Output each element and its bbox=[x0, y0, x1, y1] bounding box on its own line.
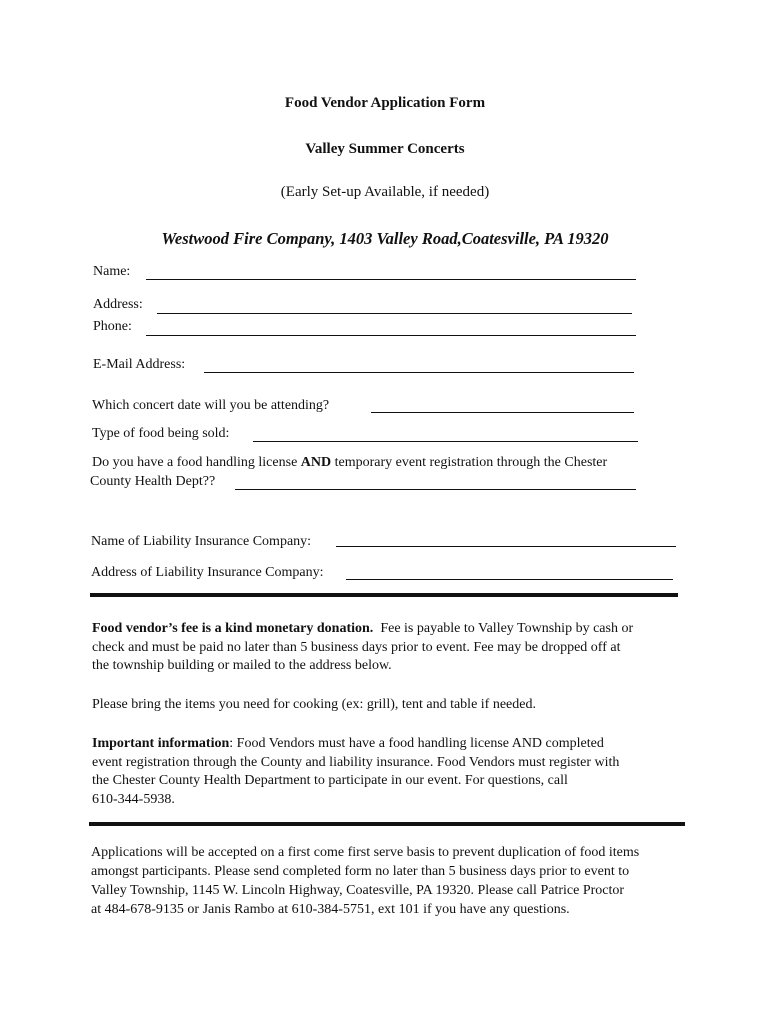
phone-field[interactable] bbox=[146, 335, 636, 336]
phone-label: Phone: bbox=[93, 319, 132, 334]
applications-text-line3: Valley Township, 1145 W. Lincoln Highway, Coatesville, PA 19320. Please call Patrice Proctor bbox=[91, 883, 625, 898]
license-question-line2: County Health Dept?? bbox=[90, 474, 216, 489]
setup-note: (Early Set-up Available, if needed) bbox=[280, 184, 490, 200]
form-title: Food Vendor Application Form bbox=[284, 95, 486, 111]
fee-heading: Food vendor’s fee is a kind monetary donation. bbox=[92, 621, 374, 636]
email-label: E-Mail Address: bbox=[93, 357, 186, 372]
license-question-text-pre: Do you have a food handling license bbox=[92, 455, 301, 470]
important-text-line3: the Chester County Health Department to participate in our event. For questions, call bbox=[92, 773, 568, 788]
section-divider-bottom bbox=[89, 822, 685, 826]
name-label: Name: bbox=[93, 264, 131, 279]
license-field[interactable] bbox=[235, 489, 636, 490]
important-text-line4: 610-344-5938. bbox=[92, 791, 175, 807]
bring-items-text: Please bring the items you need for cooking (ex: grill), tent and table if needed. bbox=[92, 697, 536, 712]
food-type-field[interactable] bbox=[253, 441, 638, 442]
fee-paragraph bbox=[92, 620, 633, 676]
important-heading: Important information bbox=[92, 736, 230, 751]
applications-text-line2: amongst participants. Please send completed form no later than 5 business days prior to event to bbox=[91, 864, 630, 879]
insurance-address-field[interactable] bbox=[346, 579, 673, 580]
applications-paragraph bbox=[91, 843, 639, 919]
address-label: Address: bbox=[93, 297, 143, 312]
license-question-line1 bbox=[92, 455, 607, 471]
applications-text-line1: Applications will be accepted on a first come first serve basis to prevent duplication of food items bbox=[91, 845, 640, 860]
name-field[interactable] bbox=[146, 279, 636, 280]
food-type-label: Type of food being sold: bbox=[92, 426, 230, 441]
important-text-line1: : Food Vendors must have a food handling license AND completed bbox=[229, 736, 604, 751]
insurance-name-label: Name of Liability Insurance Company: bbox=[91, 534, 312, 549]
concert-date-label: Which concert date will you be attending? bbox=[92, 398, 330, 413]
applications-text-line4: at 484-678-9135 or Janis Rambo at 610-384-5751, ext 101 if you have any questions. bbox=[91, 902, 570, 917]
bring-items-paragraph bbox=[92, 696, 536, 715]
insurance-name-field[interactable] bbox=[336, 546, 676, 547]
important-text-line2: event registration through the County and liability insurance. Food Vendors must register with bbox=[92, 754, 620, 770]
important-info-paragraph bbox=[92, 735, 619, 809]
fee-text-line1: Fee is payable to Valley Township by cash or bbox=[373, 621, 634, 636]
address-field[interactable] bbox=[157, 313, 632, 314]
event-name: Valley Summer Concerts bbox=[305, 141, 465, 157]
fee-text-line3: the township building or mailed to the address below. bbox=[92, 658, 392, 673]
concert-date-field[interactable] bbox=[371, 412, 634, 413]
section-divider-top bbox=[90, 593, 678, 597]
license-question-and: AND bbox=[300, 455, 332, 470]
venue-address: Westwood Fire Company, 1403 Valley Road,Coatesville, PA 19320 bbox=[161, 229, 609, 248]
insurance-address-label: Address of Liability Insurance Company: bbox=[91, 565, 324, 580]
license-question-text-post: temporary event registration through the Chester bbox=[331, 455, 608, 470]
email-field[interactable] bbox=[204, 372, 634, 373]
fee-text-line2: check and must be paid no later than 5 business days prior to event. Fee may be dropped off at bbox=[92, 639, 621, 655]
